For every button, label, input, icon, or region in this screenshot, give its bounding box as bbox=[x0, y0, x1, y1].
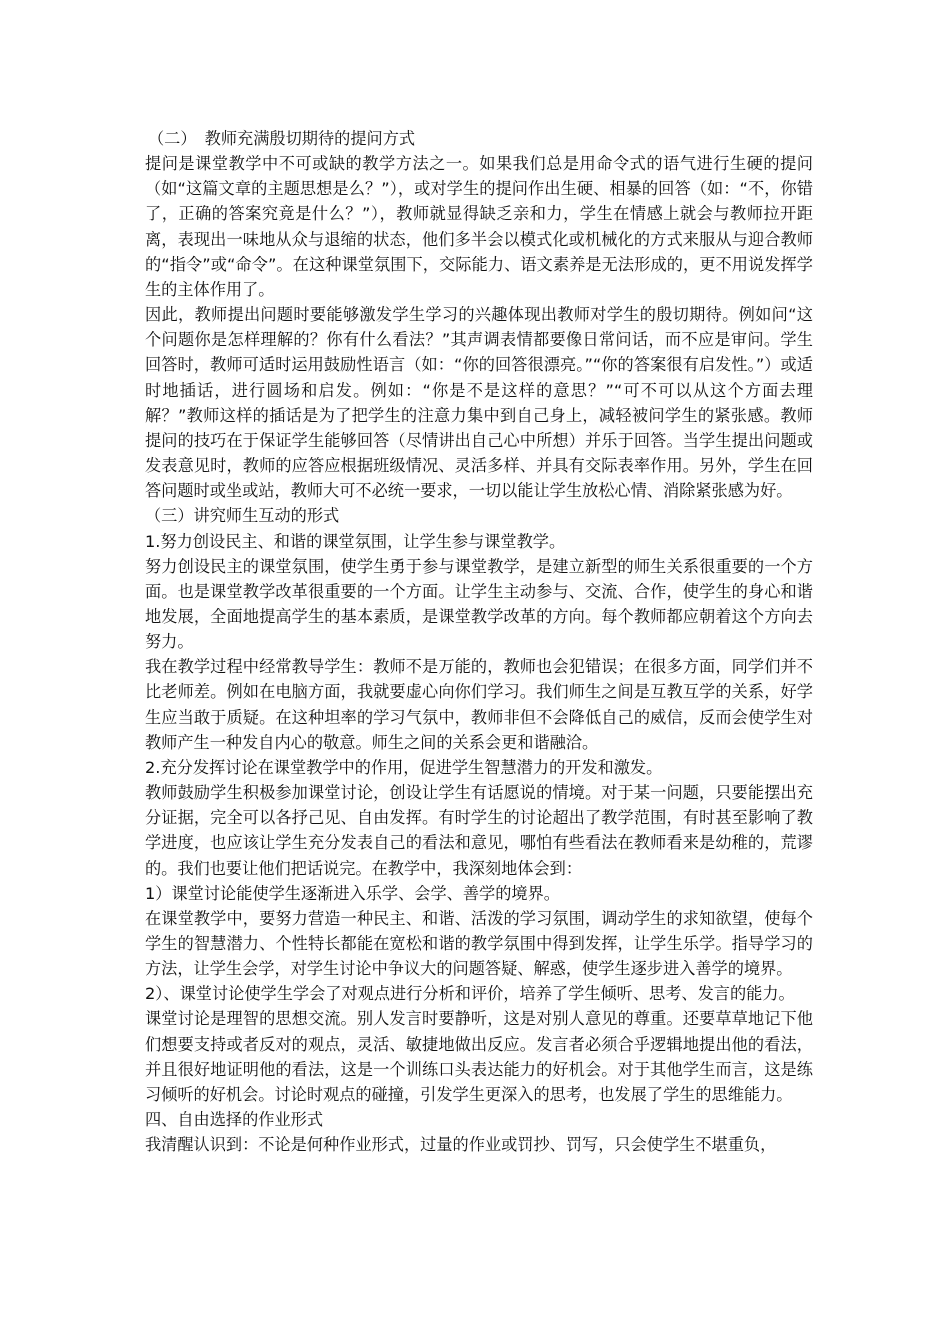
body-paragraph: 我在教学过程中经常教导学生：教师不是万能的，教师也会犯错误；在很多方面，同学们并不比老师差。例如在电脑方面，我就要虚心向你们学习。我们师生之间是互教互学的关系，好学生应当敢于质疑。在这种坦率的学习气氛中，教师非但不会降低自己的威信，反而会使学生对教师产生一种发自内心的敬意。师生之间的关系会更和谐融洽。 bbox=[145, 657, 813, 752]
body-paragraph: 因此，教师提出问题时要能够激发学生学习的兴趣体现出教师对学生的殷切期待。例如问“这个问题你是怎样理解的？你有什么看法？”其声调表情都要像日常问话，而不应是审问。学生回答时，教师可适时运用鼓励性语言（如：“你的回答很漂亮。”“你的答案很有启发性。”）或适时地插话，进行圆场和启发。例如：“你是不是这样的意思？”“可不可以从这个方面去理解？”教师这样的插话是为了把学生的注意力集中到自己身上，减轻被问学生的紧张感。教师提问的技巧在于保证学生能够回答（尽情讲出自己心中所想）并乐于回答。当学生提出问题或发表意见时，教师的应答应根据班级情况、灵活多样、并具有交际表率作用。另外，学生在回答问题时或坐或站，教师大可不必统一要求，一切以能让学生放松心情、消除紧张感为好。 bbox=[145, 305, 813, 501]
subsection-heading: 2.充分发挥讨论在课堂教学中的作用，促进学生智慧潜力的开发和激发。 bbox=[145, 757, 663, 777]
section-heading: （二） 教师充满殷切期待的提问方式 bbox=[148, 129, 416, 148]
body-paragraph: 努力创设民主的课堂氛围，使学生勇于参与课堂教学，是建立新型的师生关系很重要的一个方面。也是课堂教学改革很重要的一个方面。让学生主动参与、交流、合作，使学生的身心和谐地发展，全面地提高学生的基本素质，是课堂教学改革的方向。每个教师都应朝着这个方向去努力。 bbox=[145, 556, 813, 652]
body-paragraph: 教师鼓励学生积极参加课堂讨论，创设让学生有话愿说的情境。对于某一问题，只要能摆出充分证据，完全可以各抒己见、自由发挥。有时学生的讨论超出了教学范围，有时甚至影响了教学进度，也应该让学生充分发表自己的看法和意见，哪怕有些看法在教师看来是幼稚的，荒谬的。我们也要让他们把话说完。在教学中，我深刻地体会到： bbox=[145, 783, 813, 878]
section-heading: 四、自由选择的作业形式 bbox=[145, 1110, 324, 1130]
body-paragraph: 在课堂教学中，要努力营造一种民主、和谐、活泼的学习氛围，调动学生的求知欲望，使每个学生的智慧潜力、个性特长都能在宽松和谐的教学氛围中得到发挥，让学生乐学。指导学习的方法，让学生会学，对学生讨论中争议大的问题答疑、解惑，使学生逐步进入善学的境界。 bbox=[145, 908, 813, 979]
body-paragraph: 我清醒认识到：不论是何种作业形式，过量的作业或罚抄、罚写，只会使学生不堪重负， bbox=[145, 1135, 777, 1155]
section-heading: （三）讲究师生互动的形式 bbox=[145, 506, 340, 526]
list-item-heading: 2）、课堂讨论使学生学会了对观点进行分析和评价，培养了学生倾听、思考、发言的能力。 bbox=[145, 984, 795, 1004]
body-paragraph: 提问是课堂教学中不可或缺的教学方法之一。如果我们总是用命令式的语气进行生硬的提问（如“这篇文章的主题思想是么？”），或对学生的提问作出生硬、相暴的回答（如：“不，你错了，正确的答案究竟是什么？”），教师就显得缺乏亲和力，学生在情感上就会与教师拉开距离，表现出一味地从众与退缩的状态，他们多半会以模式化或机械化的方式来服从与迎合教师的“指令”或“命令”。在这种课堂氛围下，交际能力、语文素养是无法形成的，更不用说发挥学生的主体作用了。 bbox=[145, 154, 813, 299]
subsection-heading: 1.努力创设民主、和谐的课堂氛围，让学生参与课堂教学。 bbox=[145, 531, 566, 551]
document-page bbox=[145, 126, 813, 1157]
body-paragraph: 课堂讨论是理智的思想交流。别人发言时要静听，这是对别人意见的尊重。还要草草地记下他们想要支持或者反对的观点，灵活、敏捷地做出反应。发言者必须合乎逻辑地提出他的看法，并且很好地证明他的看法，这是一个训练口头表达能力的好机会。对于其他学生而言，这是练习倾听的好机会。讨论时观点的碰撞，引发学生更深入的思考，也发展了学生的思维能力。 bbox=[145, 1009, 813, 1104]
list-item-heading: 1）课堂讨论能使学生逐渐进入乐学、会学、善学的境界。 bbox=[145, 883, 560, 903]
